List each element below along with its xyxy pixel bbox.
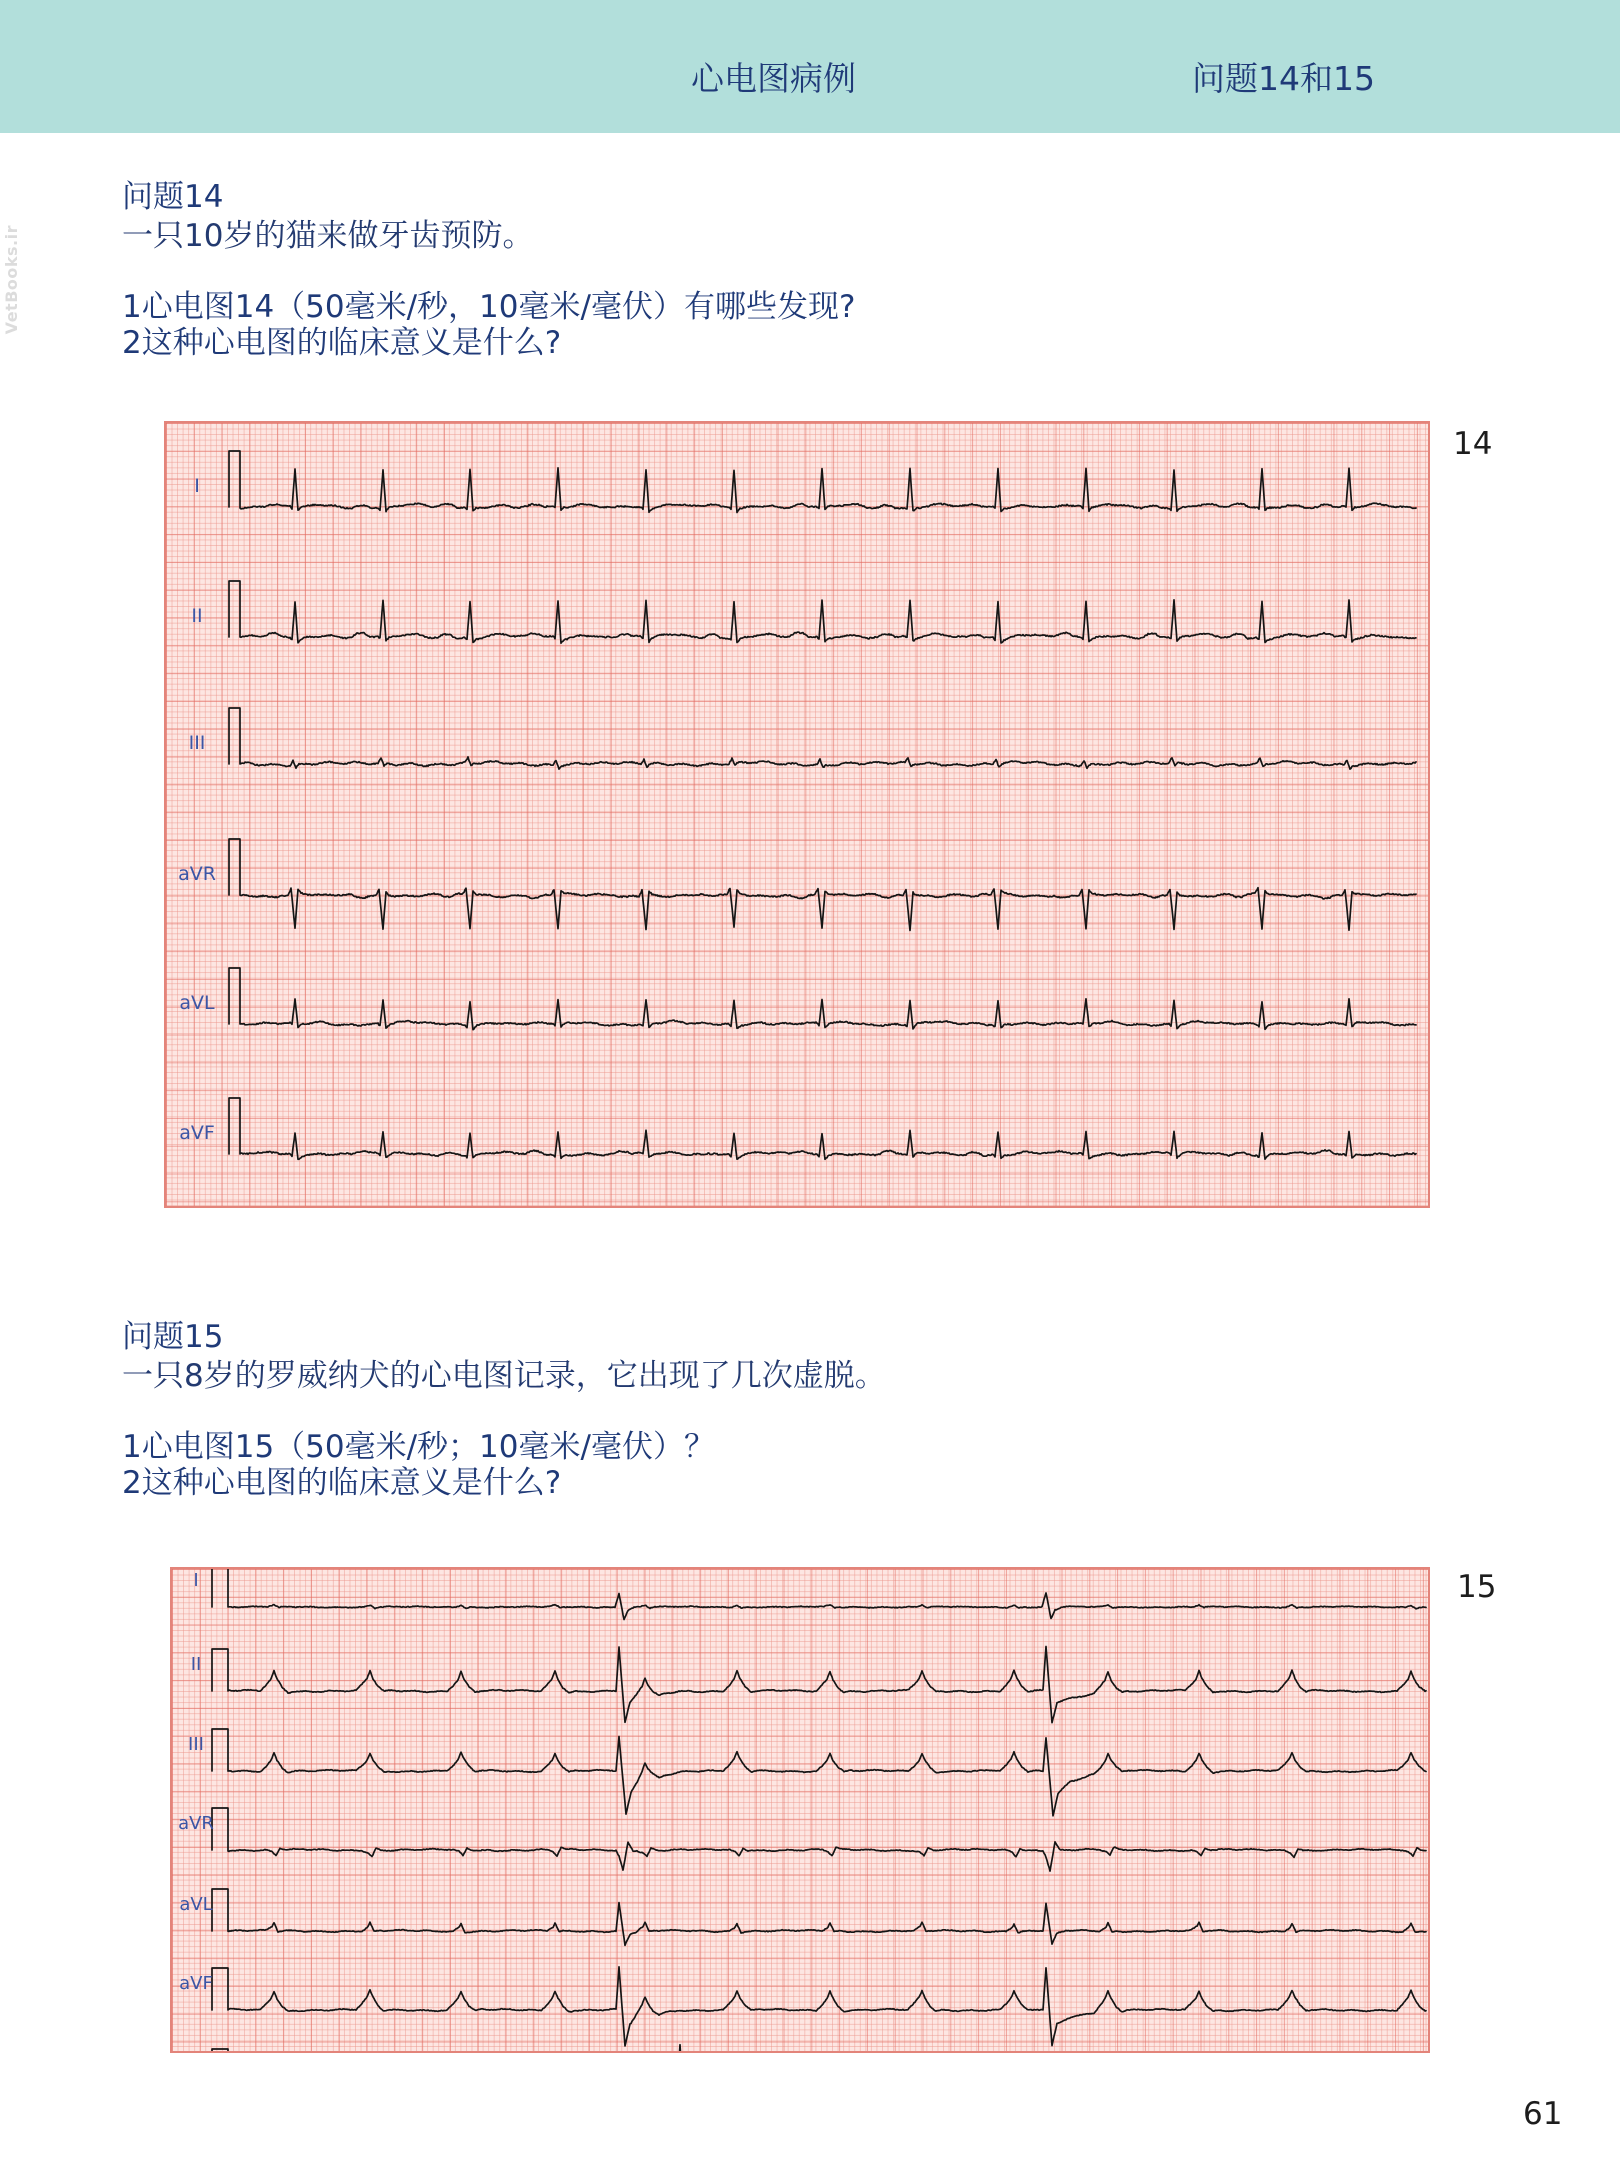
question-14-case-description: 一只10岁的猫来做牙齿预防。 [122, 218, 534, 254]
ecg15-trace-I [212, 1569, 1426, 1620]
ecg15-lead-label-II: II [190, 1654, 202, 1675]
header-section-label: 问题14和15 [1192, 59, 1375, 98]
figure-number-15: 15 [1457, 1569, 1497, 1605]
ecg15-trace-aVF [212, 1967, 1426, 2046]
ecg-figure-15 [170, 1567, 1430, 2053]
ecg14-trace-I [229, 451, 1416, 513]
ecg15-lead-label-III: III [188, 1734, 204, 1755]
watermark: VetBooks.ir [2, 225, 21, 335]
ecg14-trace-aVF [229, 1098, 1416, 1159]
ecg14-trace-III [229, 708, 1416, 769]
header-bar [0, 0, 1620, 133]
ecg14-trace-II [229, 581, 1416, 643]
ecg15-lead-label-I: I [193, 1570, 199, 1591]
ecg15-trace-partial-row [212, 2045, 1426, 2051]
ecg14-lead-label-I: I [194, 475, 200, 497]
ecg-14-tracing [166, 423, 1428, 1206]
question-14-heading: 问题14 [122, 179, 224, 215]
question-14 [122, 178, 1422, 361]
ecg14-lead-label-aVF: aVF [179, 1122, 215, 1144]
question-15-item-2: 2这种心电图的临床意义是什么? [122, 1465, 562, 1501]
question-15-items [122, 1429, 1422, 1501]
ecg15-trace-III [212, 1729, 1426, 1816]
question-15-heading: 问题15 [122, 1319, 224, 1355]
ecg15-trace-aVL [212, 1889, 1426, 1945]
ecg14-lead-label-aVR: aVR [178, 863, 216, 885]
ecg14-lead-label-III: III [188, 732, 206, 754]
ecg15-lead-label-aVL: aVL [179, 1894, 213, 1915]
question-15-case-description: 一只8岁的罗威纳犬的心电图记录，它出现了几次虚脱。 [122, 1358, 886, 1394]
ecg15-lead-label-aVR: aVR [178, 1813, 214, 1834]
question-14-items [122, 289, 1422, 361]
question-14-item-1: 1心电图14（50毫米/秒，10毫米/毫伏）有哪些发现? [122, 289, 856, 325]
question-15 [122, 1318, 1422, 1501]
ecg-figure-14 [164, 421, 1430, 1208]
ecg14-lead-label-II: II [191, 605, 203, 627]
ecg15-trace-aVR [212, 1808, 1426, 1871]
header-title: 心电图病例 [691, 59, 856, 98]
ecg15-trace-II [212, 1647, 1426, 1723]
question-14-item-2: 2这种心电图的临床意义是什么? [122, 325, 562, 361]
figure-number-14: 14 [1453, 426, 1493, 462]
ecg14-trace-aVR [229, 839, 1416, 930]
ecg-15-tracing [172, 1569, 1428, 2051]
ecg15-lead-label-aVF: aVF [179, 1973, 213, 1994]
ecg14-trace-aVL [229, 968, 1416, 1030]
ecg14-lead-label-aVL: aVL [179, 992, 215, 1014]
page-number: 61 [1523, 2096, 1563, 2132]
question-15-item-1: 1心电图15（50毫米/秒；10毫米/毫伏）？ [122, 1429, 715, 1465]
